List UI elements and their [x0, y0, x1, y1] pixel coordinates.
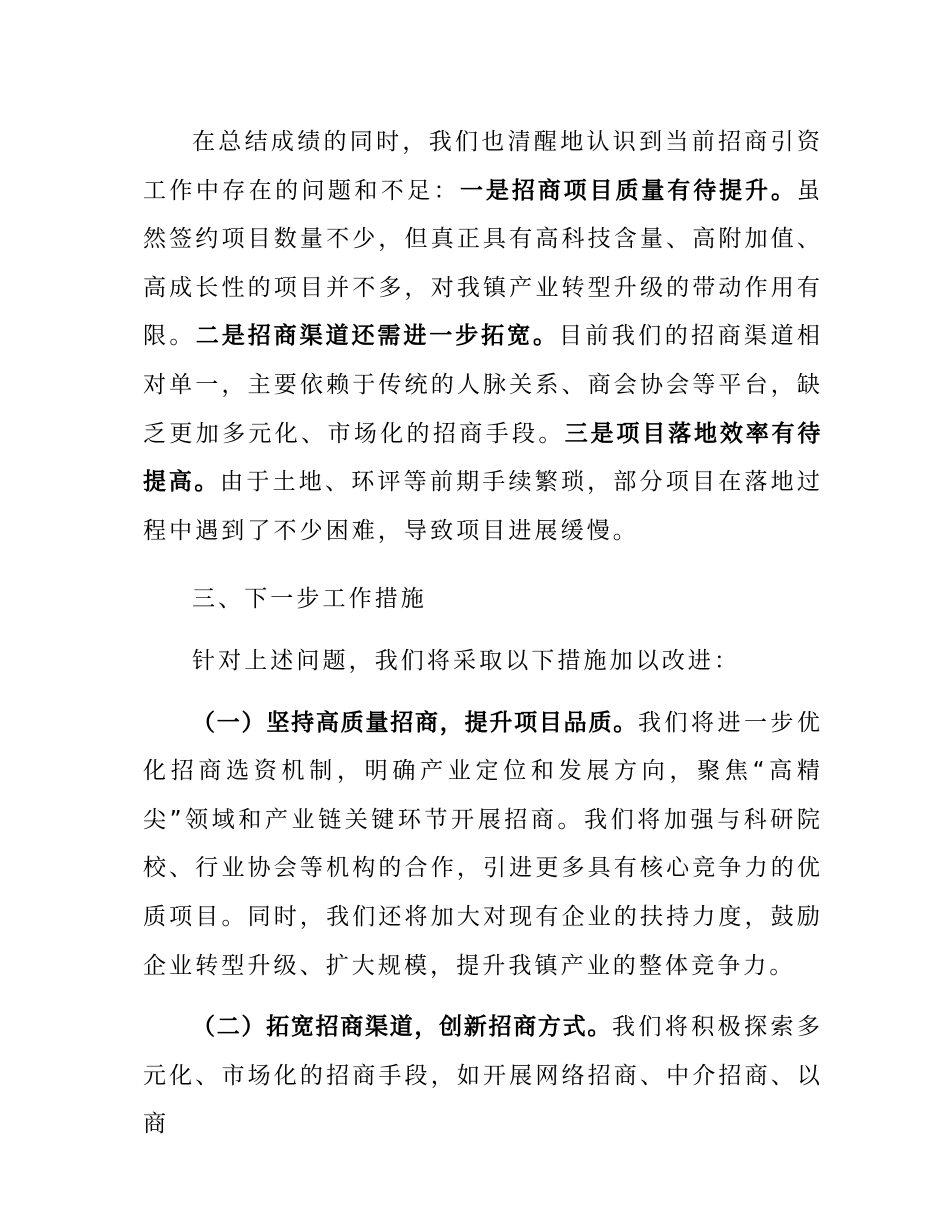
- measure-two-title: （二）拓宽招商渠道，创新招商方式。: [192, 1014, 613, 1041]
- paragraph-text: 虽然签约项目数量不少，但真正具有高科技含量、高附加值、高成长性的项目并不多，对我镇产业转型升级的带动作用有限。: [143, 177, 823, 350]
- measure-one-title: （一）坚持高质量招商，提升项目品质。: [192, 709, 639, 736]
- paragraph-measure-one: [143, 699, 823, 991]
- paragraph-text: 我们将进一步优化招商选资机制，明确产业定位和发展方向，聚焦“高精尖”领域和产业链关键环节开展招商。我们将加强与科研院校、行业协会等机构的合作，引进更多具有核心竞争力的优质项目。同时，我们还将加大对现有企业的扶持力度，鼓励企业转型升级、扩大规模，提升我镇产业的整体竞争力。: [143, 709, 824, 979]
- bold-point-one: 一是招商项目质量有待提升。: [459, 177, 797, 204]
- bold-point-two: 二是招商渠道还需进一步拓宽。: [195, 323, 559, 350]
- paragraph-text: 我们将积极探索多元化、市场化的招商手段，如开展网络招商、中介招商、以商: [143, 1014, 823, 1138]
- paragraph-measure-two: [143, 1003, 823, 1149]
- paragraph-text: 在总结成绩的同时，我们也清醒地认识到当前招商引资工作中存在的问题和不足：: [143, 129, 823, 204]
- section-heading: 三、下一步工作措施: [192, 586, 427, 613]
- bold-point-three: 三是项目落地效率有待提高。: [143, 420, 824, 496]
- paragraph-problems: [143, 118, 823, 555]
- paragraph-text: 由于土地、环评等前期手续繁琐，部分项目在落地过程中遇到了不少困难，导致项目进展缓慢。: [143, 469, 823, 544]
- paragraph-intro-measures: 针对上述问题，我们将采取以下措施加以改进：: [192, 647, 741, 674]
- document-page: [143, 118, 823, 1149]
- paragraph-text: 目前我们的招商渠道相对单一，主要依赖于传统的人脉关系、商会协会等平台，缺乏更加多元化、市场化的招商手段。: [143, 323, 824, 447]
